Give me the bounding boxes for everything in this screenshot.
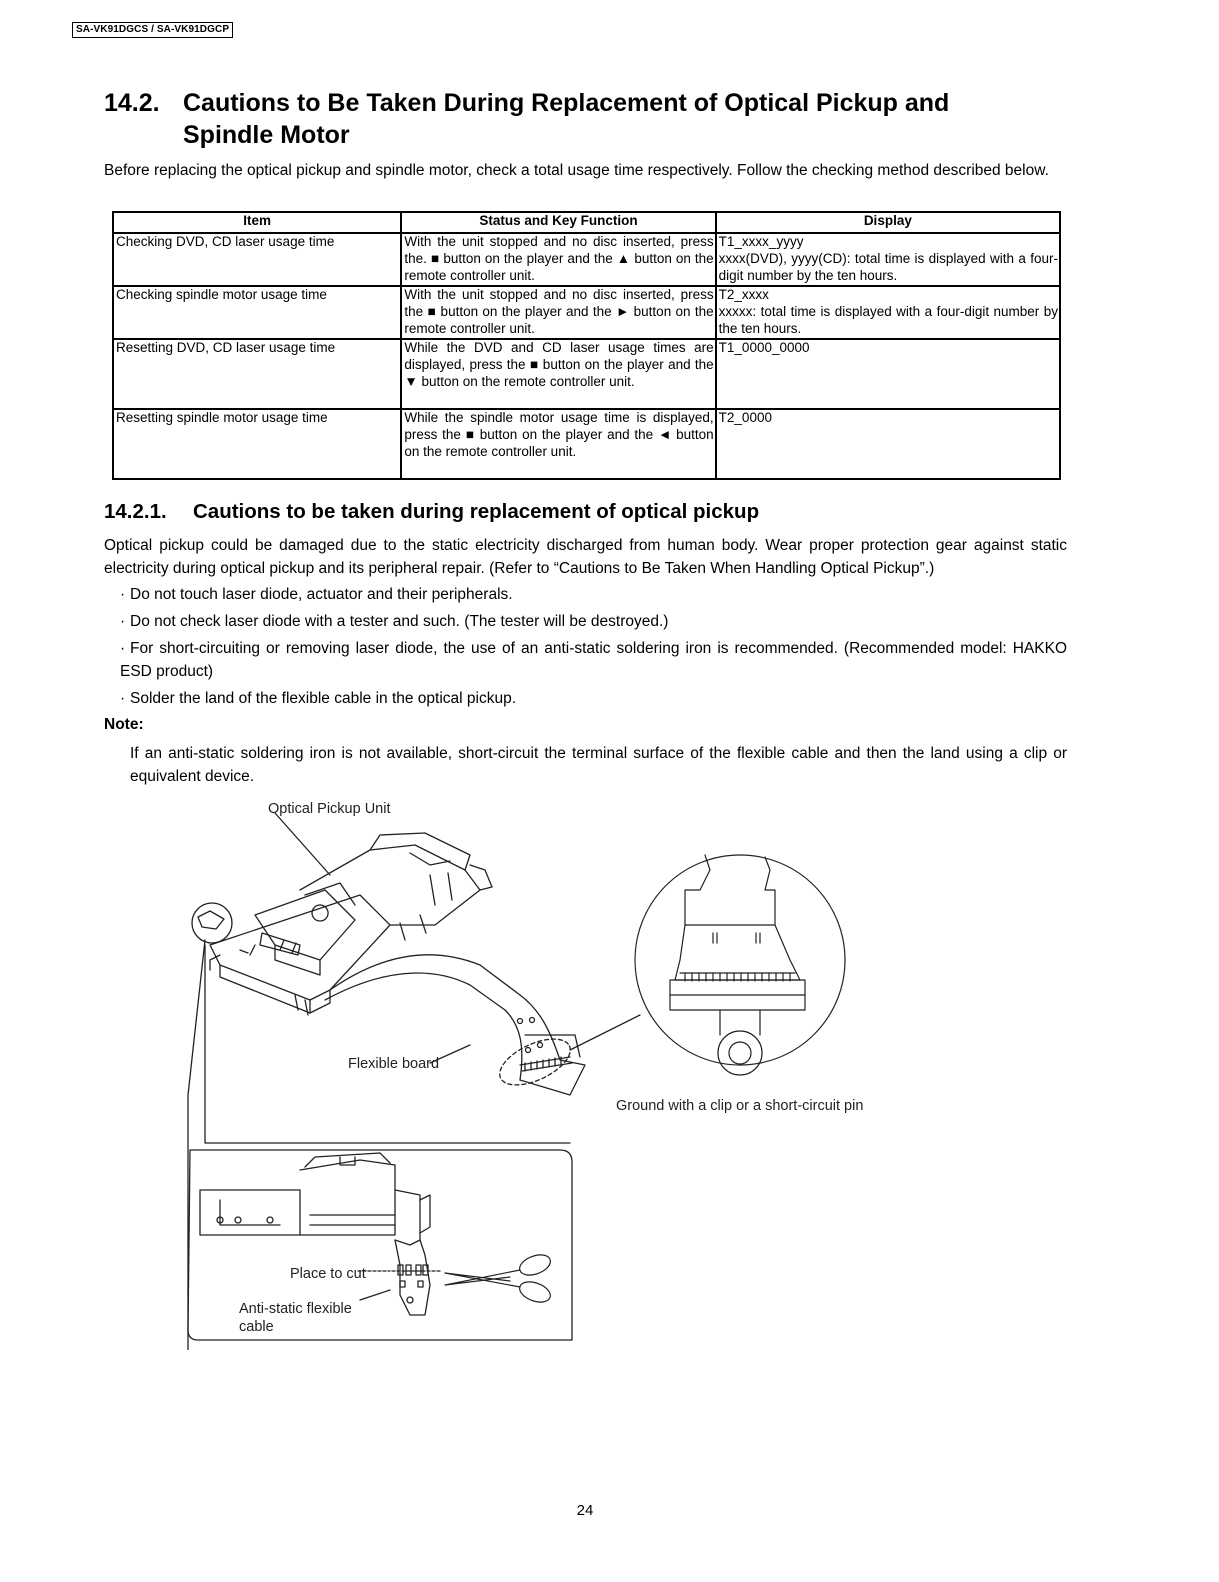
- status-text: button on the remote controller unit.: [404, 426, 714, 459]
- left-key-icon: ◄: [657, 426, 672, 442]
- subsection-number: 14.2.1.: [104, 500, 167, 523]
- cell-item: Checking spindle motor usage time: [113, 286, 401, 339]
- bullet-mark: ·: [120, 613, 126, 630]
- cell-item: Resetting spindle motor usage time: [113, 409, 401, 479]
- subsection-title: Cautions to be taken during replacement of optical pickup: [193, 500, 760, 523]
- display-description: xxxx(DVD), yyyy(CD): total time is displayed with a four-digit number by the ten hours.: [718, 250, 1058, 283]
- status-text: With the unit stopped and no disc inserted, press the: [404, 287, 714, 319]
- bullet-mark: ·: [120, 690, 126, 707]
- display-code: T2_xxxx: [718, 287, 769, 302]
- usage-time-table: [112, 211, 1061, 480]
- cell-display: [716, 339, 1060, 409]
- down-key-icon: ▼: [404, 373, 418, 389]
- display-description: xxxxx: total time is displayed with a four-digit number by the ten hours.: [718, 303, 1058, 336]
- label-place-to-cut: Place to cut: [290, 1266, 366, 1282]
- status-text: button on the remote controller unit.: [404, 303, 714, 336]
- label-anti-static-cable-line1: Anti-static flexible: [239, 1301, 352, 1317]
- status-text: button on the player and the: [538, 356, 714, 372]
- note-label: Note:: [104, 716, 144, 733]
- stop-key-icon: ■: [529, 356, 539, 372]
- table-row: [113, 339, 1060, 409]
- cell-item: Resetting DVD, CD laser usage time: [113, 339, 401, 409]
- note-text: If an anti-static soldering iron is not available, short-circuit the terminal surface of the flexible cable and then the land using a clip or equivalent device.: [130, 745, 1067, 785]
- status-text: button on the player and the: [436, 303, 616, 319]
- table-row: [113, 286, 1060, 339]
- bullet-mark: ·: [120, 640, 126, 657]
- display-code: T1_xxxx_yyyy: [718, 234, 804, 249]
- page-number: 24: [576, 1502, 594, 1519]
- list-item: [120, 688, 1067, 711]
- list-item: [120, 638, 1067, 683]
- status-text: With the unit stopped and no disc inserted, press the.: [404, 234, 714, 266]
- display-code: T2_0000: [718, 410, 772, 425]
- list-item: [120, 611, 1067, 634]
- stop-key-icon: ■: [430, 250, 440, 266]
- cell-display: [716, 233, 1060, 286]
- status-text: button on the remote controller unit.: [404, 250, 714, 283]
- bullet-mark: ·: [120, 586, 126, 603]
- cell-status: [401, 286, 715, 339]
- label-anti-static-cable-line2: cable: [239, 1319, 274, 1335]
- table-row: [113, 233, 1060, 286]
- stop-key-icon: ■: [465, 426, 475, 442]
- column-header-status: Status and Key Function: [401, 212, 715, 233]
- ground-clip-detail: [635, 855, 845, 1075]
- model-number-tag: SA-VK91DGCS / SA-VK91DGCP: [72, 22, 233, 38]
- status-text: While the DVD and CD laser usage times are displayed, press the: [404, 340, 714, 372]
- section-title: Cautions to Be Taken During Replacement of Optical Pickup and Spindle Motor: [183, 89, 950, 149]
- list-item: [120, 584, 1067, 607]
- stop-key-icon: ■: [427, 303, 437, 319]
- scissors-icon: [445, 1251, 553, 1306]
- bullet-text: Do not touch laser diode, actuator and their peripherals.: [130, 586, 513, 603]
- right-key-icon: ►: [615, 303, 630, 319]
- label-flexible-board: Flexible board: [348, 1056, 440, 1072]
- cell-status: [401, 233, 715, 286]
- cell-status: [401, 409, 715, 479]
- column-header-display: Display: [716, 212, 1060, 233]
- up-key-icon: ▲: [616, 250, 631, 266]
- bullet-text: Solder the land of the flexible cable in the optical pickup.: [130, 690, 517, 707]
- cell-item: Checking DVD, CD laser usage time: [113, 233, 401, 286]
- cell-display: [716, 409, 1060, 479]
- status-text: button on the remote controller unit.: [417, 373, 635, 389]
- status-text: button on the player and the: [474, 426, 658, 442]
- optical-pickup-figure: [180, 795, 900, 1350]
- section-number: 14.2.: [104, 89, 160, 117]
- label-ground-clip: Ground with a clip or a short-circuit pin: [616, 1098, 864, 1114]
- cell-status: [401, 339, 715, 409]
- subsection-paragraph: Optical pickup could be damaged due to the static electricity discharged from human body. Wear proper protection gear against static electricity during optical pickup and its peripheral repair. (Refer to “Cautions to Be Taken When Handling Optical Pickup”.): [104, 537, 1067, 577]
- table-row: [113, 409, 1060, 479]
- section-intro: Before replacing the optical pickup and spindle motor, check a total usage time respectively. Follow the checking method described below.: [104, 162, 1049, 179]
- display-code: T1_0000_0000: [718, 340, 810, 355]
- flexible-cable-drawing: [325, 955, 585, 1095]
- cell-display: [716, 286, 1060, 339]
- status-text: button on the player and the: [439, 250, 617, 266]
- bullet-text: Do not check laser diode with a tester and such. (The tester will be destroyed.): [130, 613, 669, 630]
- table-header-row: [113, 212, 1060, 233]
- bullet-text: For short-circuiting or removing laser diode, the use of an anti-static soldering iron is recommended. (Recommended model: HAKKO ESD product): [120, 640, 1067, 680]
- label-optical-pickup-unit: Optical Pickup Unit: [268, 801, 391, 817]
- column-header-item: Item: [113, 212, 401, 233]
- status-text: While the spindle motor usage time is displayed, press the: [404, 410, 714, 442]
- optical-pickup-drawing: [180, 795, 900, 1350]
